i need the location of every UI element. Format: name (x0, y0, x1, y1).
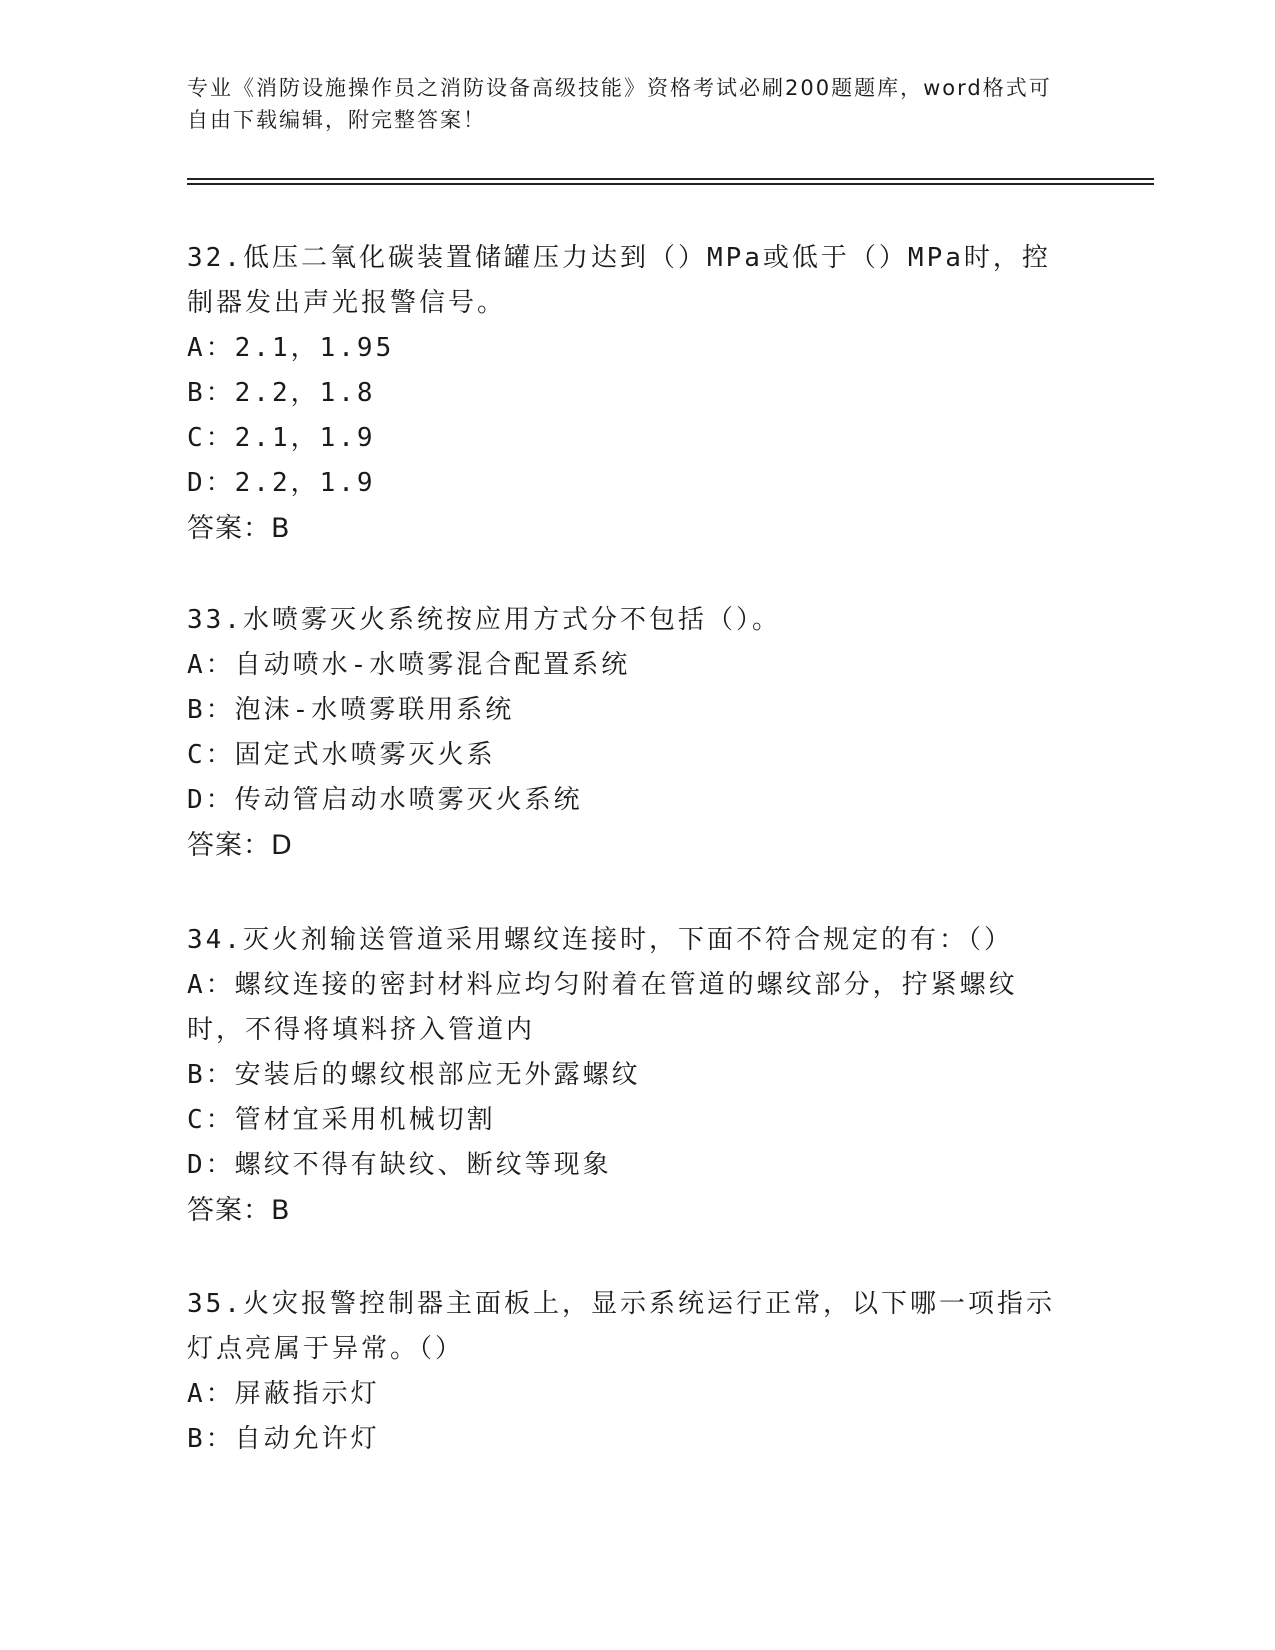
question-stem: 35.火灾报警控制器主面板上，显示系统运行正常，以下哪一项指示灯点亮属于异常。（） (187, 1289, 1055, 1364)
question-33 (187, 598, 1067, 868)
option-d: D：传动管启动水喷雾灭火系统 (187, 785, 583, 815)
option-c: C：固定式水喷雾灭火系 (187, 740, 496, 770)
question-35 (187, 1282, 1067, 1462)
question-32 (187, 236, 1067, 551)
answer-line: 答案：B (187, 513, 291, 544)
option-b: B：自动允许灯 (187, 1424, 380, 1454)
option-a: A：自动喷水-水喷雾混合配置系统 (187, 650, 631, 680)
option-a: A：2.1，1.95 (187, 333, 395, 363)
option-c: C：2.1，1.9 (187, 423, 376, 453)
question-stem: 34.灭火剂输送管道采用螺纹连接时，下面不符合规定的有：（） (187, 925, 1013, 955)
answer-line: 答案：D (187, 830, 293, 861)
header-divider-bottom (187, 183, 1154, 185)
document-header: 专业《消防设施操作员之消防设备高级技能》资格考试必刷200题题库，word格式可自由下载编辑，附完整答案！ (187, 76, 1052, 132)
option-d: D：2.2，1.9 (187, 468, 376, 498)
option-c: C：管材宜采用机械切割 (187, 1105, 496, 1135)
answer-line: 答案：B (187, 1195, 291, 1226)
option-d: D：螺纹不得有缺纹、断纹等现象 (187, 1150, 612, 1180)
option-a: A：螺纹连接的密封材料应均匀附着在管道的螺纹部分，拧紧螺纹时，不得将填料挤入管道内 (187, 970, 1018, 1045)
option-b: B：泡沫-水喷雾联用系统 (187, 695, 515, 725)
question-34 (187, 918, 1067, 1233)
question-stem: 32.低压二氧化碳装置储罐压力达到（）MPa或低于（）MPa时，控制器发出声光报警信号。 (187, 243, 1051, 318)
header-divider-top (187, 178, 1154, 180)
option-b: B：安装后的螺纹根部应无外露螺纹 (187, 1060, 641, 1090)
option-a: A：屏蔽指示灯 (187, 1379, 380, 1409)
question-stem: 33.水喷雾灭火系统按应用方式分不包括（）。 (187, 605, 781, 635)
option-b: B：2.2，1.8 (187, 378, 376, 408)
